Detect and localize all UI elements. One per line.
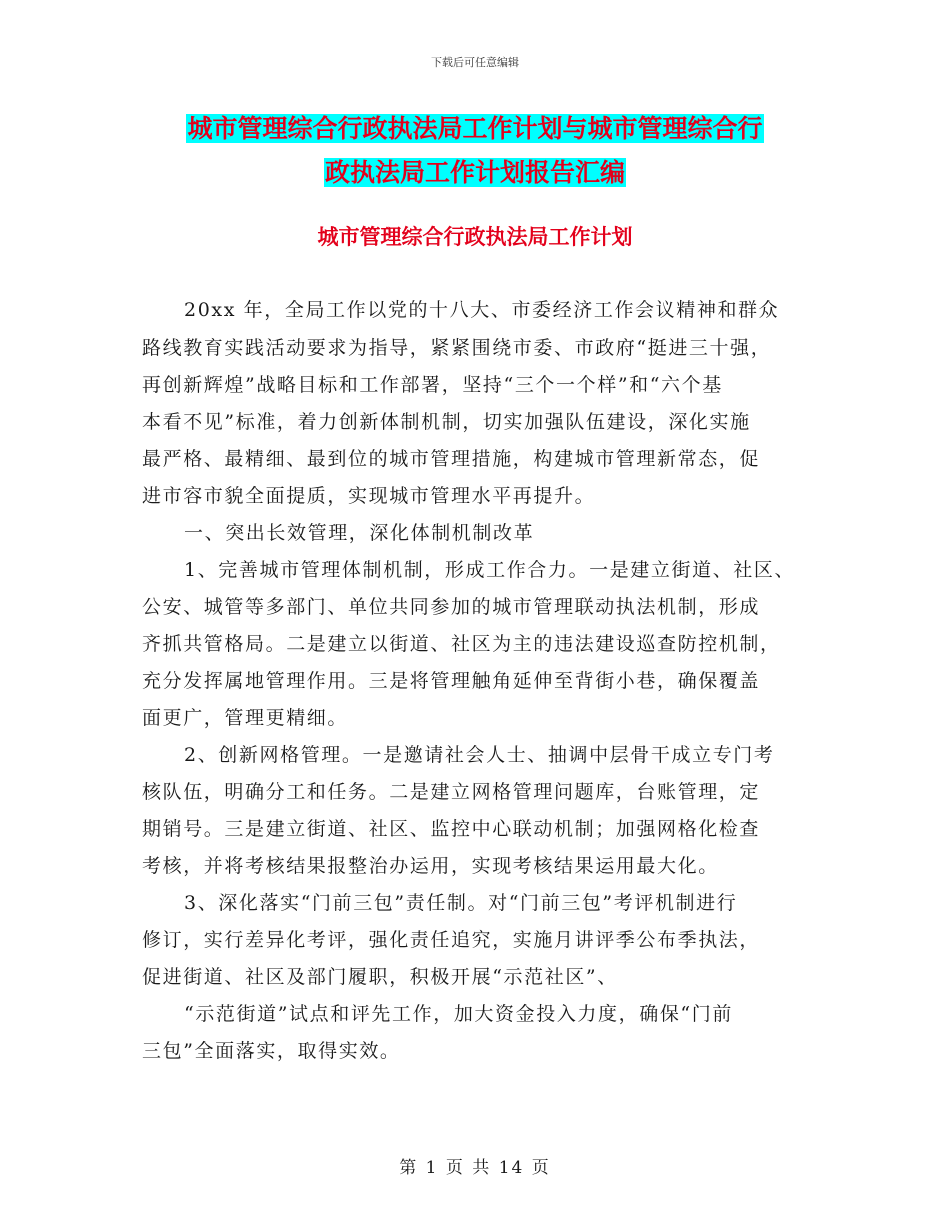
body-line: 再创新辉煌”战略目标和工作部署，坚持“三个一个样”和“六个基 xyxy=(142,374,723,396)
body-line: 路线教育实践活动要求为指导，紧紧围绕市委、市政府“挺进三十强， xyxy=(142,337,772,359)
body-line: 促进街道、社区及部门履职，积极开展“示范社区”、 xyxy=(142,966,618,988)
body-line: 齐抓共管格局。二是建立以街道、社区为主的违法建设巡查防控机制， xyxy=(142,633,781,655)
body-line: 进市容市貌全面提质，实现城市管理水平再提升。 xyxy=(142,485,596,507)
body-line: 最严格、最精细、最到位的城市管理措施，构建城市管理新常态，促 xyxy=(142,448,761,470)
body-line: 面更广，管理更精细。 xyxy=(142,707,349,729)
header-note: 下载后可任意编辑 xyxy=(431,56,519,69)
body-line: 期销号。三是建立街道、社区、监控中心联动机制；加强网格化检查 xyxy=(142,818,761,840)
main-title-line-1: 城市管理综合行政执法局工作计划与城市管理综合行 xyxy=(187,114,763,143)
body-line: 1、完善城市管理体制机制，形成工作合力。一是建立街道、社区、 xyxy=(184,559,796,581)
body-line: 充分发挥属地管理作用。三是将管理触角延伸至背街小巷，确保覆盖 xyxy=(142,670,761,692)
body-line: 20xx 年，全局工作以党的十八大、市委经济工作会议精神和群众 xyxy=(184,299,780,321)
body-line: “示范街道”试点和评先工作，加大资金投入力度，确保“门前 xyxy=(184,1003,733,1025)
body-line: 核队伍，明确分工和任务。二是建立网格管理问题库，台账管理，定 xyxy=(142,781,761,803)
body-line: 本看不见”标准，着力创新体制机制，切实加强队伍建设，深化实施 xyxy=(142,411,751,433)
main-title-line-2: 政执法局工作计划报告汇编 xyxy=(324,158,625,187)
body-line: 公安、城管等多部门、单位共同参加的城市管理联动执法机制，形成 xyxy=(142,596,761,618)
body-line: 3、深化落实“门前三包”责任制。对“门前三包”考评机制进行 xyxy=(184,892,738,914)
page-number-footer: 第 1 页 共 14 页 xyxy=(399,1158,551,1178)
body-line: 考核，并将考核结果报整治办运用，实现考核结果运用最大化。 xyxy=(142,855,719,877)
section-title: 城市管理综合行政执法局工作计划 xyxy=(317,225,633,249)
body-line: 修订，实行差异化考评，强化责任追究，实施月讲评季公布季执法， xyxy=(142,929,761,951)
body-line: 2、创新网格管理。一是邀请社会人士、抽调中层骨干成立专门考 xyxy=(184,744,775,766)
body-line: 三包”全面落实，取得实效。 xyxy=(142,1040,401,1062)
heading-line: 一、突出长效管理，深化体制机制改革 xyxy=(184,522,535,544)
